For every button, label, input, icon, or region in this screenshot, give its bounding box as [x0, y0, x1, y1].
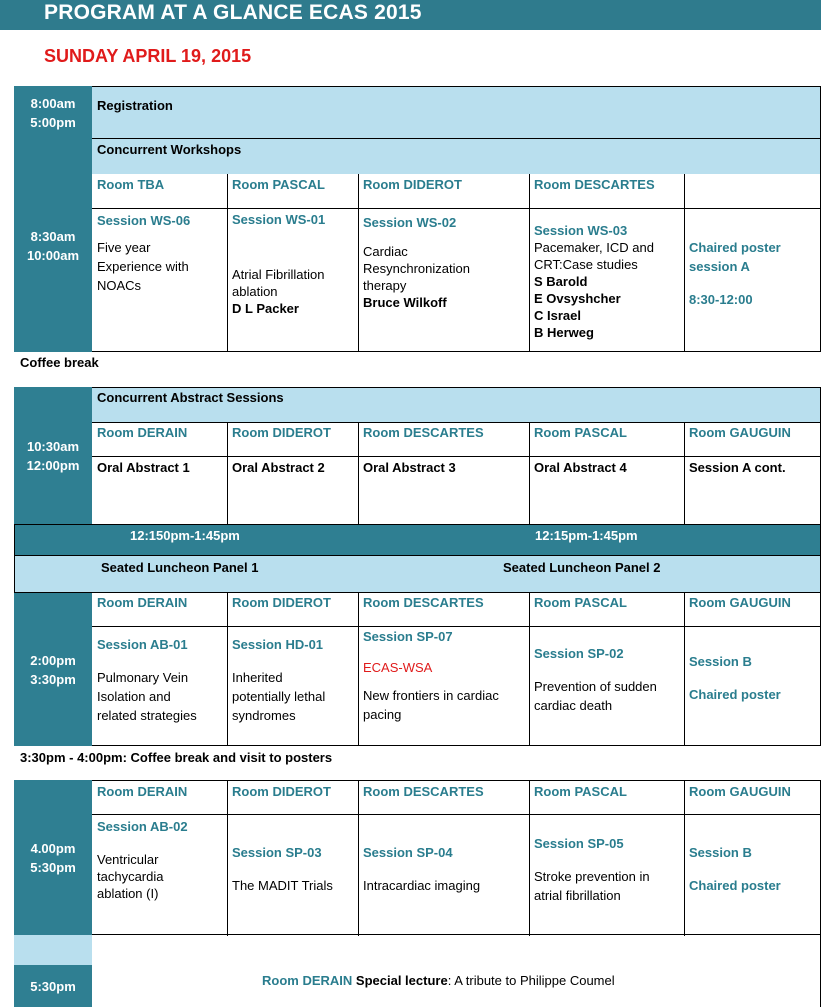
- time-cell-afternoon-1: [14, 593, 92, 746]
- session-text: New frontiers in cardiac: [363, 688, 499, 703]
- lunch-panel-1: Seated Luncheon Panel 1: [101, 560, 259, 575]
- session-text: related strategies: [97, 708, 197, 723]
- room-label: Room DIDEROT: [232, 784, 331, 799]
- time-end: 12:00pm: [26, 457, 80, 473]
- session-text: therapy: [363, 278, 407, 293]
- room-label: Room DESCARTES: [363, 595, 484, 610]
- session-text: Five year: [97, 240, 151, 255]
- special-lecture-row: [92, 935, 821, 1007]
- session-text: Chaired poster: [689, 240, 781, 255]
- registration-label: Registration: [97, 98, 173, 113]
- workshops-header: [92, 139, 821, 174]
- room-label: Room PASCAL: [534, 425, 627, 440]
- session-code: Session SP-03: [232, 845, 322, 860]
- session-name: Session A cont.: [689, 460, 786, 475]
- session-time: 8:30-12:00: [689, 292, 753, 307]
- session-text: Atrial Fibrillation: [232, 267, 325, 282]
- time-start: 5:30pm: [30, 978, 76, 994]
- session-text: Prevention of sudden: [534, 679, 657, 694]
- session-text: Inherited: [232, 670, 283, 685]
- time-start: 8:00am: [30, 95, 76, 111]
- room-label: Room GAUGUIN: [689, 595, 791, 610]
- room-label: Room DESCARTES: [363, 425, 484, 440]
- session-text: NOACs: [97, 278, 142, 293]
- lunch-panel-bar: [14, 556, 821, 593]
- session-code: Session SP-02: [534, 646, 624, 661]
- room-label: Room DERAIN: [97, 425, 188, 440]
- lunch-time-bar: [14, 524, 821, 556]
- lunch-time-2: 12:15pm-1:45pm: [535, 528, 638, 543]
- time-cell-registration: [14, 86, 92, 139]
- session-name: Oral Abstract 2: [232, 460, 325, 475]
- room-label: Room PASCAL: [534, 784, 627, 799]
- time-end: 5:30pm: [30, 859, 76, 875]
- coffee-break: Coffee break: [20, 355, 99, 370]
- session-cell: [363, 628, 499, 724]
- session-code: Session SP-05: [534, 836, 624, 851]
- session-text: atrial fibrillation: [534, 888, 621, 903]
- time-start: 4.00pm: [30, 840, 76, 856]
- session-text: The MADIT Trials: [232, 878, 333, 893]
- session-cell: [534, 834, 650, 905]
- speaker: C Israel: [534, 308, 581, 323]
- session-text: Pulmonary Vein: [97, 670, 189, 685]
- time-cell-workshops: [14, 139, 92, 352]
- session-cell: [232, 635, 325, 725]
- time-cell-spacer-light: [14, 935, 92, 965]
- session-cell: [534, 644, 657, 715]
- session-text: Cardiac: [363, 244, 408, 259]
- session-code: Session WS-06: [97, 213, 191, 228]
- special-room: Room DERAIN: [262, 973, 353, 988]
- session-name: Oral Abstract 3: [363, 460, 456, 475]
- abstracts-grid: [92, 422, 821, 524]
- session-text: Stroke prevention in: [534, 869, 650, 884]
- session-text: tachycardia: [97, 869, 164, 884]
- session-cell: [363, 214, 470, 311]
- afternoon-grid-2: [92, 780, 821, 935]
- session-cell: [689, 844, 781, 894]
- session-cell: [689, 653, 781, 703]
- session-text: cardiac death: [534, 698, 613, 713]
- session-cell: [97, 818, 188, 902]
- program-title: PROGRAM AT A GLANCE ECAS 2015: [0, 0, 821, 30]
- session-code: Session WS-01: [232, 212, 326, 227]
- afternoon-grid-1: [92, 593, 821, 746]
- lunch-panel-2: Seated Luncheon Panel 2: [503, 560, 661, 575]
- workshops-title: Concurrent Workshops: [97, 142, 242, 157]
- session-text: Session B: [689, 654, 752, 669]
- session-text: syndromes: [232, 708, 296, 723]
- time-start: 2:00pm: [30, 652, 76, 668]
- session-text: Chaired poster: [689, 687, 781, 702]
- session-text: Ventricular: [97, 852, 159, 867]
- time-start: 10:30am: [26, 438, 80, 454]
- speaker: S Barold: [534, 274, 588, 289]
- special-lecture: [262, 972, 615, 989]
- room-label: Room GAUGUIN: [689, 784, 791, 799]
- session-cell: [232, 211, 325, 317]
- session-cell: [97, 211, 190, 295]
- room-label: Room TBA: [97, 177, 165, 192]
- session-code: Session WS-02: [363, 215, 457, 230]
- session-code: Session WS-03: [534, 223, 628, 238]
- session-name: Oral Abstract 4: [534, 460, 627, 475]
- room-label: Room GAUGUIN: [689, 425, 791, 440]
- session-name: Oral Abstract 1: [97, 460, 190, 475]
- session-text: ablation: [232, 284, 278, 299]
- session-text: CRT:Case studies: [534, 257, 638, 272]
- time-cell-abstracts: [14, 387, 92, 524]
- session-text: Intracardiac imaging: [363, 878, 481, 893]
- session-text: Isolation and: [97, 689, 171, 704]
- session-text: Resynchronization: [363, 261, 470, 276]
- abstracts-title: Concurrent Abstract Sessions: [97, 390, 284, 405]
- room-label: Room DERAIN: [97, 784, 188, 799]
- session-cell: [97, 635, 197, 725]
- speaker: E Ovsyshcher: [534, 291, 621, 306]
- special-text: : A tribute to Philippe Coumel: [447, 973, 615, 988]
- room-label: Room DIDEROT: [232, 425, 331, 440]
- session-text: Experience with: [97, 259, 189, 274]
- room-label: Room PASCAL: [232, 177, 325, 192]
- session-tag: ECAS-WSA: [363, 660, 433, 675]
- session-code: Session AB-01: [97, 637, 188, 652]
- time-cell-afternoon-2: [14, 780, 92, 935]
- time-cell-special: [14, 965, 92, 1007]
- room-label: Room PASCAL: [534, 595, 627, 610]
- session-text: Pacemaker, ICD and: [534, 240, 654, 255]
- session-cell: [363, 844, 480, 894]
- session-text: pacing: [363, 707, 402, 722]
- registration-bar: [92, 86, 821, 139]
- program-date: SUNDAY APRIL 19, 2015: [44, 46, 252, 66]
- speaker: Bruce Wilkoff: [363, 295, 447, 310]
- time-start: 8:30am: [30, 228, 76, 244]
- time-end: 3:30pm: [30, 671, 76, 687]
- session-text: Chaired poster: [689, 878, 781, 893]
- special-label: Special lecture: [355, 973, 448, 988]
- speaker: B Herweg: [534, 325, 594, 340]
- workshops-grid: [92, 174, 821, 352]
- lunch-time-1: 12:150pm-1:45pm: [130, 528, 240, 543]
- session-cell: [534, 222, 654, 341]
- coffee-break-posters: 3:30pm - 4:00pm: Coffee break and visit to posters: [20, 750, 333, 765]
- room-label: Room DESCARTES: [534, 177, 655, 192]
- room-label: Room DIDEROT: [363, 177, 462, 192]
- session-code: Session HD-01: [232, 637, 324, 652]
- room-label: Room DESCARTES: [363, 784, 484, 799]
- room-label: Room DERAIN: [97, 595, 188, 610]
- time-end: 5:00pm: [30, 114, 76, 130]
- session-code: Session AB-02: [97, 819, 188, 834]
- session-text: session A: [689, 259, 750, 274]
- session-code: Session SP-07: [363, 629, 453, 644]
- session-text: potentially lethal: [232, 689, 326, 704]
- session-text: Session B: [689, 845, 752, 860]
- session-code: Session SP-04: [363, 845, 453, 860]
- room-label: Room DIDEROT: [232, 595, 331, 610]
- session-text: ablation (I): [97, 886, 159, 901]
- session-cell: [689, 238, 781, 309]
- speaker: D L Packer: [232, 301, 299, 316]
- session-cell: [232, 844, 333, 894]
- time-end: 10:00am: [26, 247, 80, 263]
- abstracts-header: [92, 387, 821, 422]
